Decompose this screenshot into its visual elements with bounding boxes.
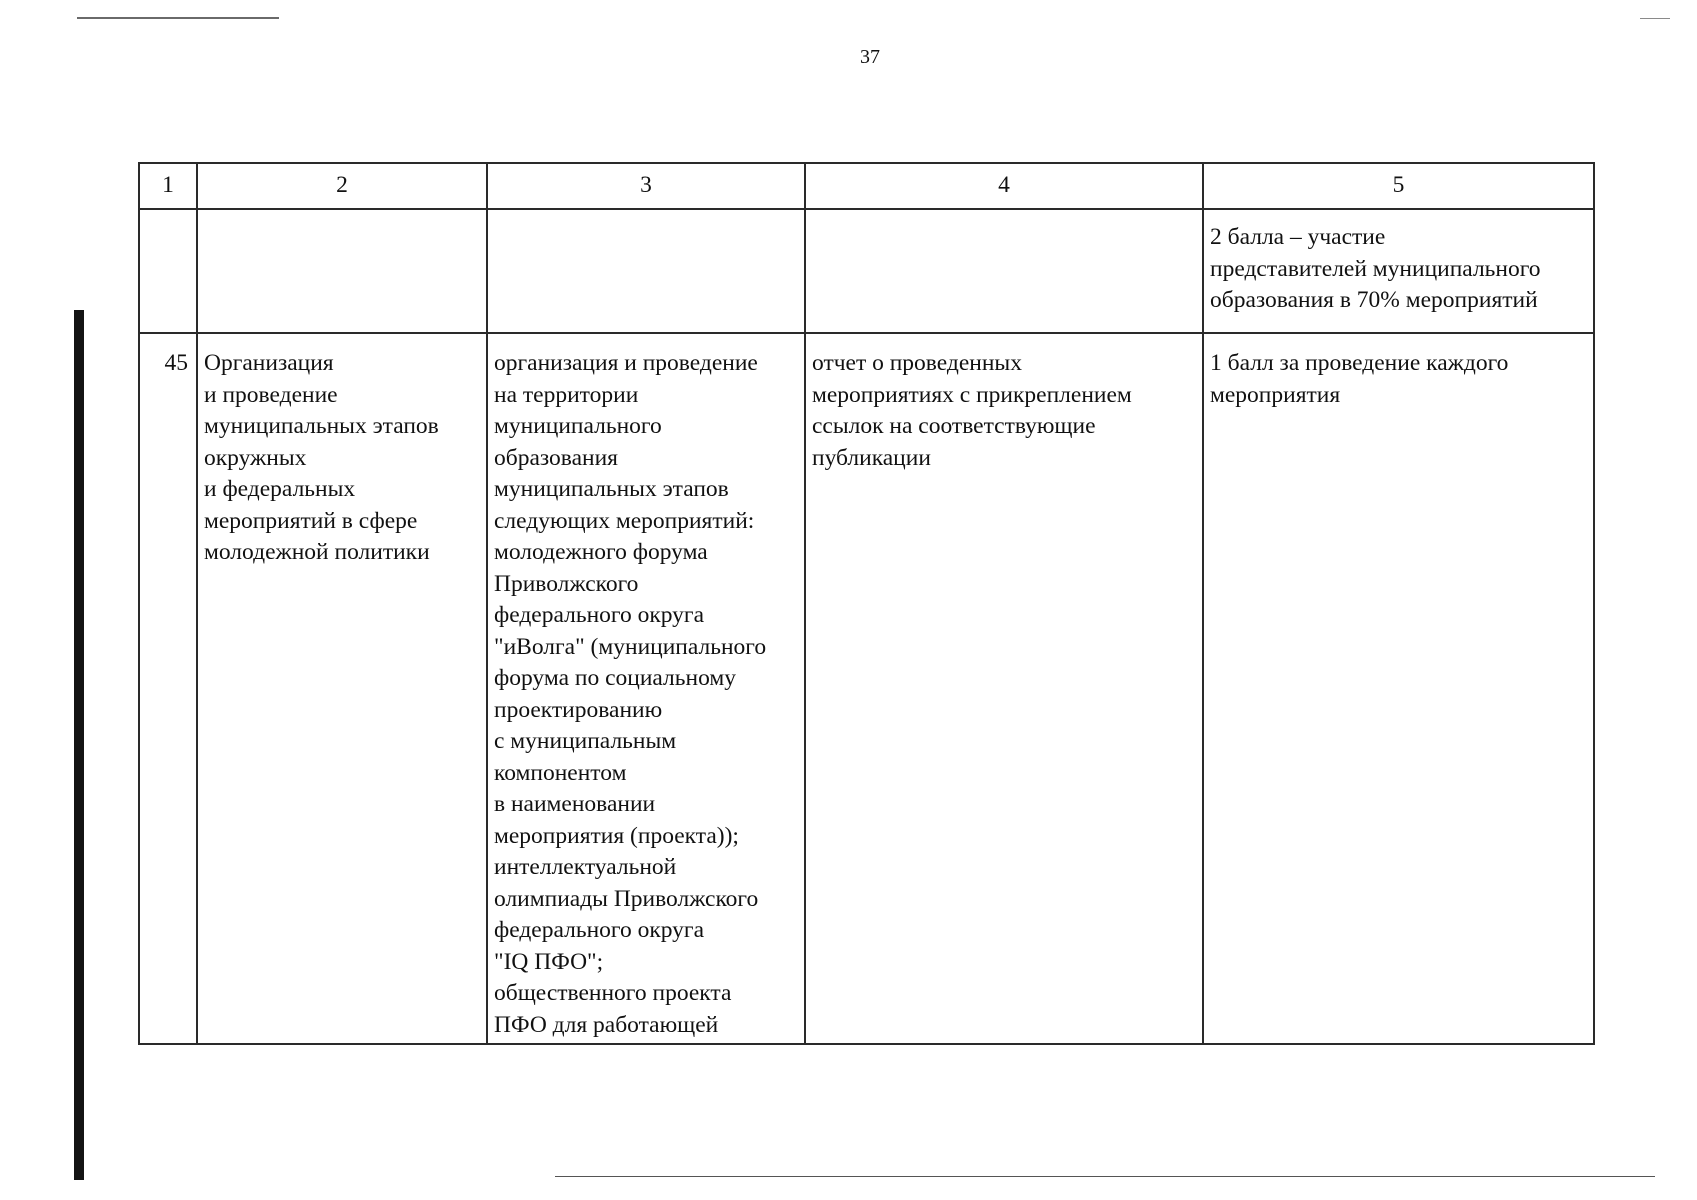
cell-text-line: на территории — [494, 381, 639, 408]
cell-text-line: мероприятия — [1210, 381, 1341, 408]
row-number-cell: 45 — [139, 333, 197, 1044]
header-cell-5: 5 — [1203, 163, 1594, 209]
page-number: 37 — [860, 46, 880, 68]
cell-text-line: олимпиады Приволжского — [494, 885, 759, 912]
cell-text-line: федерального округа — [494, 602, 704, 628]
top-left-scan-line — [77, 17, 279, 19]
cell-text-line: 1 балл за проведение каждого — [1210, 350, 1509, 376]
cell-text-line: образования — [494, 444, 618, 471]
cell-text-line: Организация — [204, 350, 334, 376]
cell-text-line: публикации — [812, 444, 931, 471]
cell-text-line: ссылок на соответствующие — [812, 413, 1096, 439]
cell-text-line: "IQ ПФО"; — [494, 948, 604, 975]
header-cell-3: 3 — [487, 163, 805, 209]
cell-text-line: Приволжского — [494, 570, 639, 597]
cell-text-line: мероприятия (проекта)); — [494, 822, 739, 849]
cell-text-line: окружных — [204, 444, 307, 471]
cell-text-line: муниципальных этапов — [204, 413, 439, 439]
continuation-cell-3 — [487, 209, 805, 333]
row-45-name-cell — [197, 333, 487, 1044]
cell-text-line: мероприятиях с прикреплением — [812, 381, 1132, 408]
continuation-cell-number — [139, 209, 197, 333]
cell-text-line: форума по социальному — [494, 665, 736, 691]
continuation-cell-5 — [1203, 209, 1594, 333]
cell-text-line: общественного проекта — [494, 980, 732, 1006]
row-45-report-cell — [805, 333, 1203, 1044]
cell-text-line: мероприятий в сфере — [204, 507, 418, 534]
cell-text-line: компонентом — [494, 759, 627, 786]
cell-text-line: муниципального — [494, 413, 662, 439]
header-cell-2: 2 — [197, 163, 487, 209]
cell-text-line: молодежной политики — [204, 539, 430, 565]
continuation-cell-2 — [197, 209, 487, 333]
cell-text-line: организация и проведение — [494, 350, 758, 376]
top-right-scan-line — [1640, 18, 1670, 19]
criteria-table — [138, 162, 1595, 1045]
cell-text-line: образования в 70% мероприятий — [1210, 287, 1538, 313]
cell-text-line: и федеральных — [204, 476, 356, 502]
bottom-scan-line — [555, 1176, 1655, 1177]
cell-text-line: проектированию — [494, 696, 663, 723]
row-45-description-cell — [487, 333, 805, 1044]
cell-text-line: "иВолга" (муниципального — [494, 633, 767, 660]
table-header-row — [139, 163, 1594, 209]
cell-text-line: в наименовании — [494, 791, 656, 817]
cell-text-line: и проведение — [204, 381, 338, 408]
header-cell-4: 4 — [805, 163, 1203, 209]
header-cell-1: 1 — [139, 163, 197, 209]
cell-text-line: интеллектуальной — [494, 854, 677, 880]
row-45-score-cell — [1203, 333, 1594, 1044]
table-row-continuation — [139, 209, 1594, 333]
cell-text-line: муниципальных этапов — [494, 476, 729, 502]
continuation-cell-4 — [805, 209, 1203, 333]
cell-text-line: молодежного форума — [494, 539, 708, 565]
cell-text-line: ПФО для работающей — [494, 1011, 719, 1038]
cell-text-line: с муниципальным — [494, 728, 677, 754]
cell-text-line: представителей муниципального — [1210, 255, 1541, 282]
left-scan-edge — [74, 310, 84, 1180]
cell-text-line: 2 балла – участие — [1210, 224, 1386, 250]
table-row-45 — [139, 333, 1594, 1044]
cell-text-line: отчет о проведенных — [812, 350, 1022, 376]
cell-text-line: следующих мероприятий: — [494, 507, 755, 534]
cell-text-line: федерального округа — [494, 917, 704, 943]
